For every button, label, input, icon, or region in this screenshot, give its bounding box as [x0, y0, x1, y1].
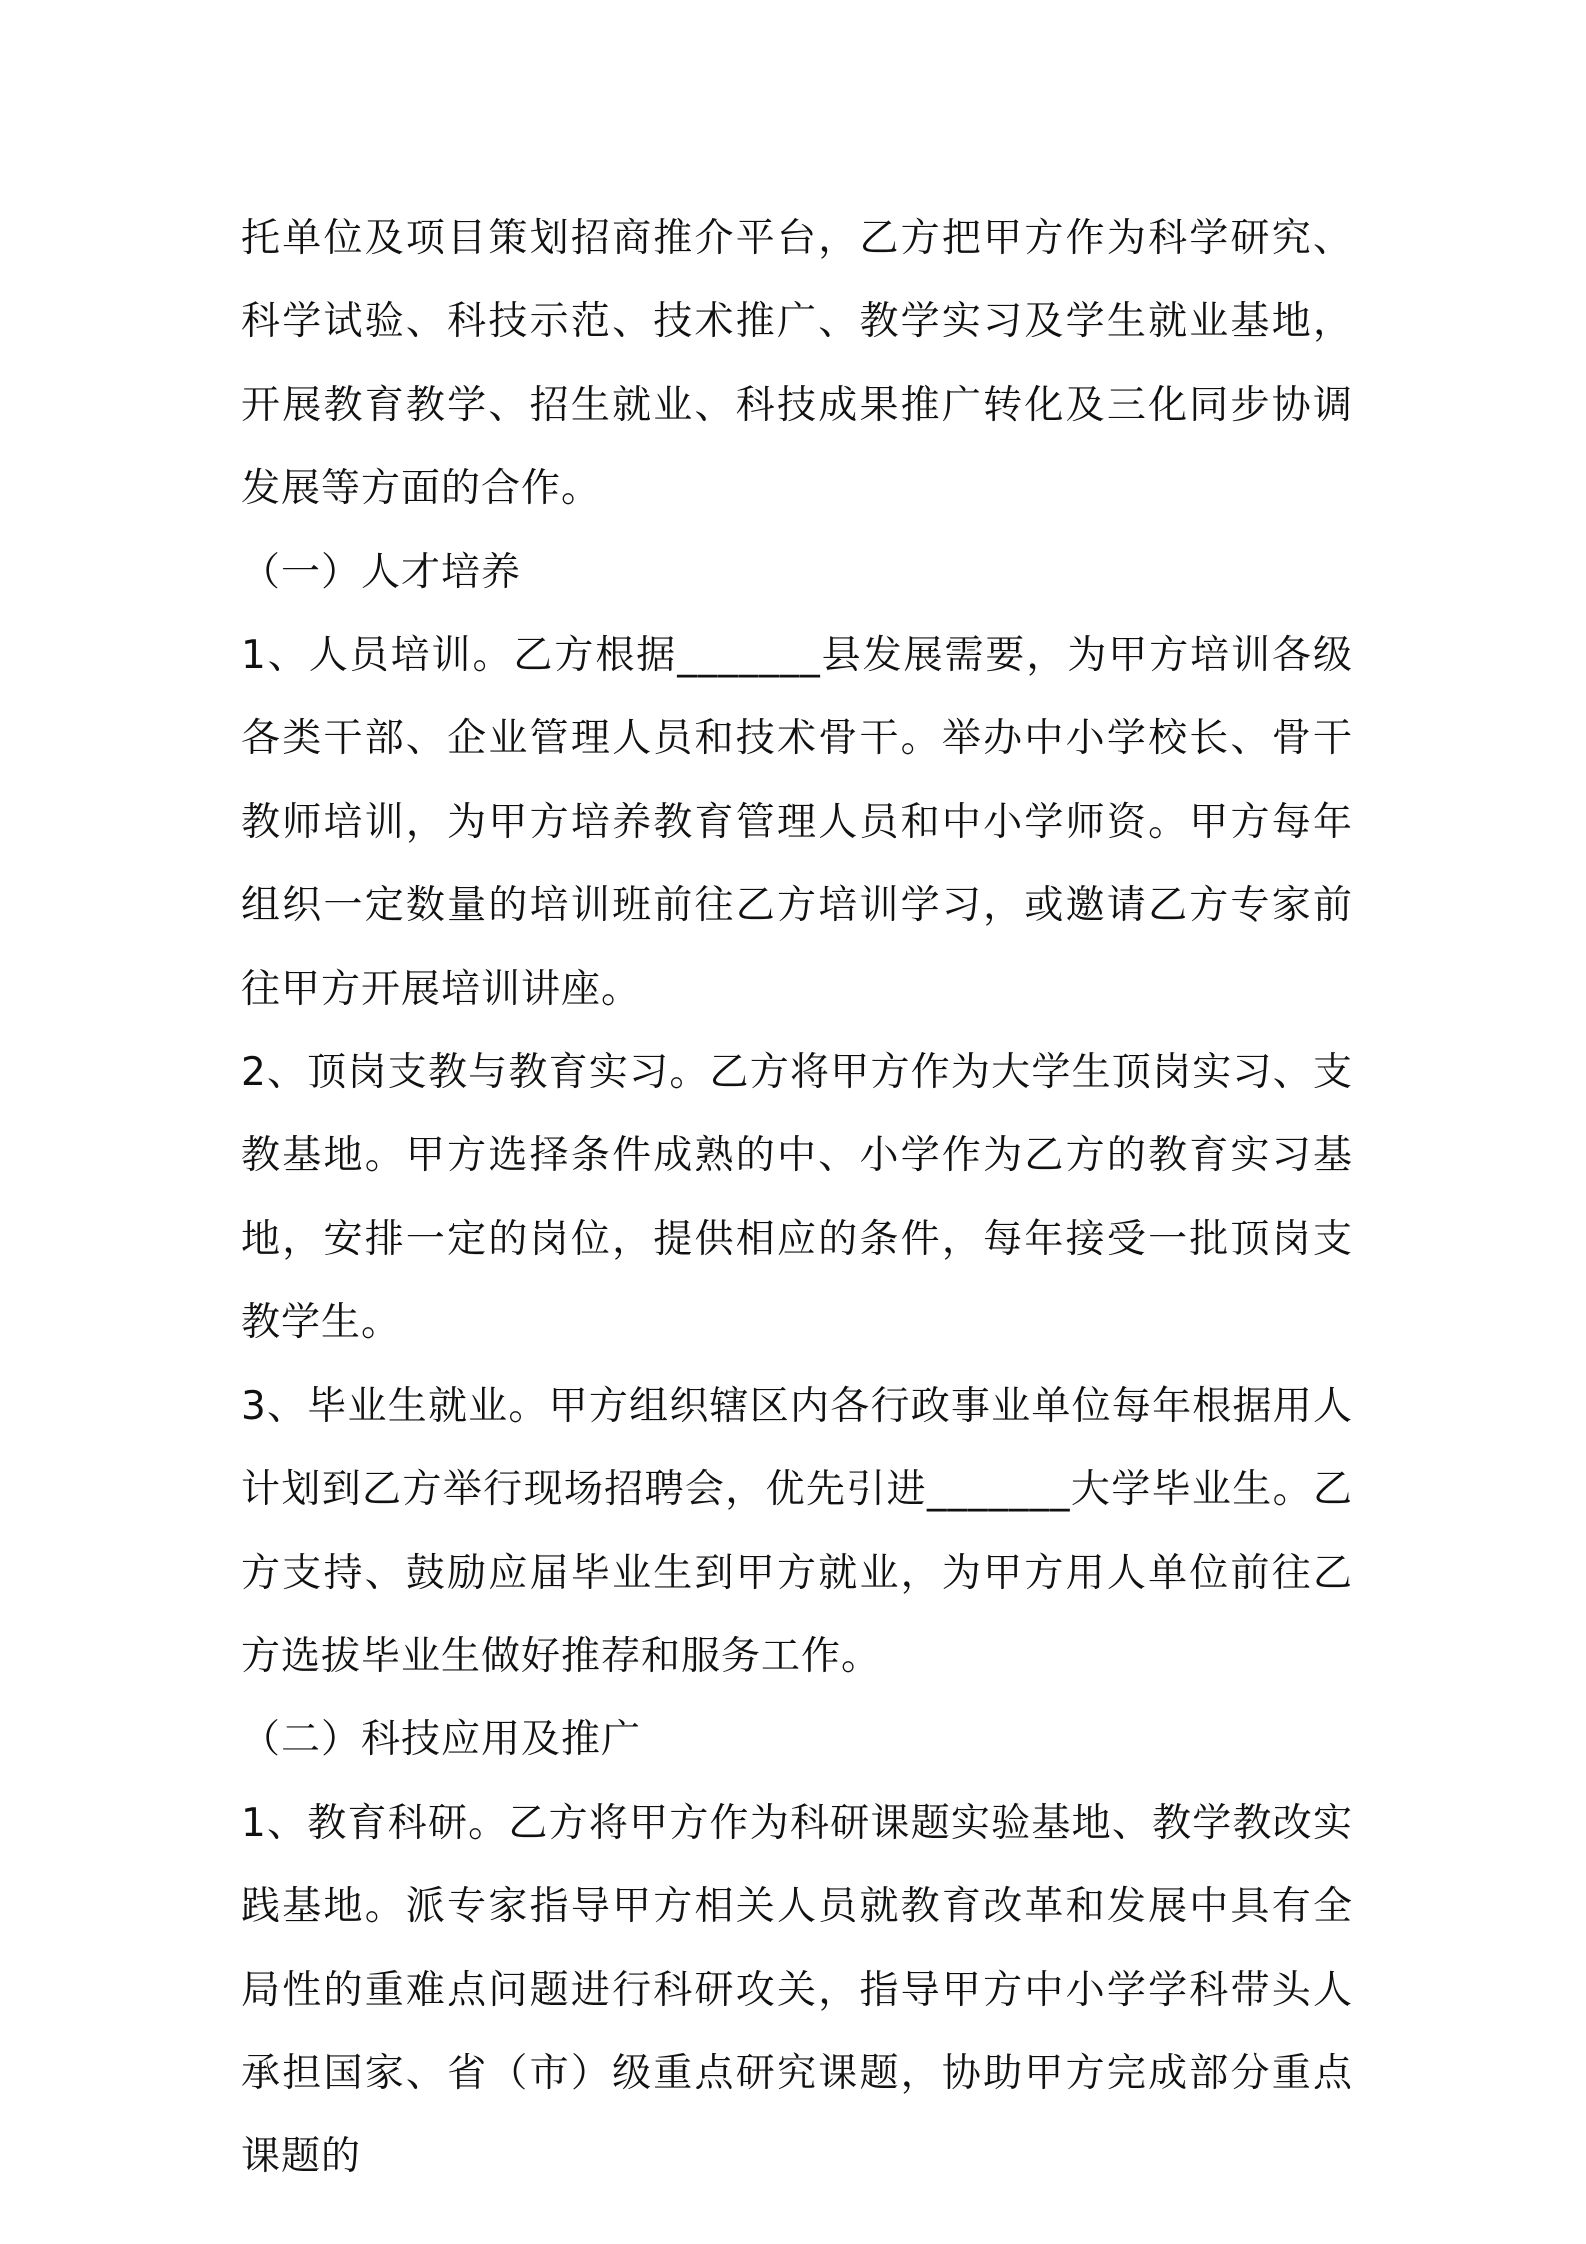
paragraph-cooperation-intro: 托单位及项目策划招商推介平台，乙方把甲方作为科学研究、科学试验、科技示范、技术推广、教学实习及学生就业基地，开展教育教学、招生就业、科技成果推广转化及三化同步协调发展等方面的合作。 — [241, 216, 1353, 512]
document-body — [241, 197, 1353, 2199]
section-heading-tech-application: （二）科技应用及推广 — [241, 1717, 642, 1763]
paragraph-teaching-internship: 2、顶岗支教与教育实习。乙方将甲方作为大学生顶岗实习、支教基地。甲方选择条件成熟的中、小学作为乙方的教育实习基地，安排一定的岗位，提供相应的条件，每年接受一批顶岗支教学生。 — [241, 1050, 1353, 1346]
paragraph-education-research: 1、教育科研。乙方将甲方作为科研课题实验基地、教学教改实践基地。派专家指导甲方相关人员就教育改革和发展中具有全局性的重难点问题进行科研攻关，指导甲方中小学学科带头人承担国家、省（市）级重点研究课题，协助甲方完成部分重点课题的 — [241, 1800, 1353, 2180]
paragraph-staff-training: 1、人员培训。乙方根据_______县发展需要，为甲方培训各级各类干部、企业管理人员和技术骨干。举办中小学校长、骨干教师培训，为甲方培养教育管理人员和中小学师资。甲方每年组织一定数量的培训班前往乙方培训学习，或邀请乙方专家前往甲方开展培训讲座。 — [241, 633, 1353, 1012]
paragraph-graduate-employment: 3、毕业生就业。甲方组织辖区内各行政事业单位每年根据用人计划到乙方举行现场招聘会，优先引进_______大学毕业生。乙方支持、鼓励应届毕业生到甲方就业，为甲方用人单位前往乙方选拔毕业生做好推荐和服务工作。 — [241, 1383, 1353, 1679]
section-heading-talent-training: （一）人才培养 — [241, 549, 522, 595]
